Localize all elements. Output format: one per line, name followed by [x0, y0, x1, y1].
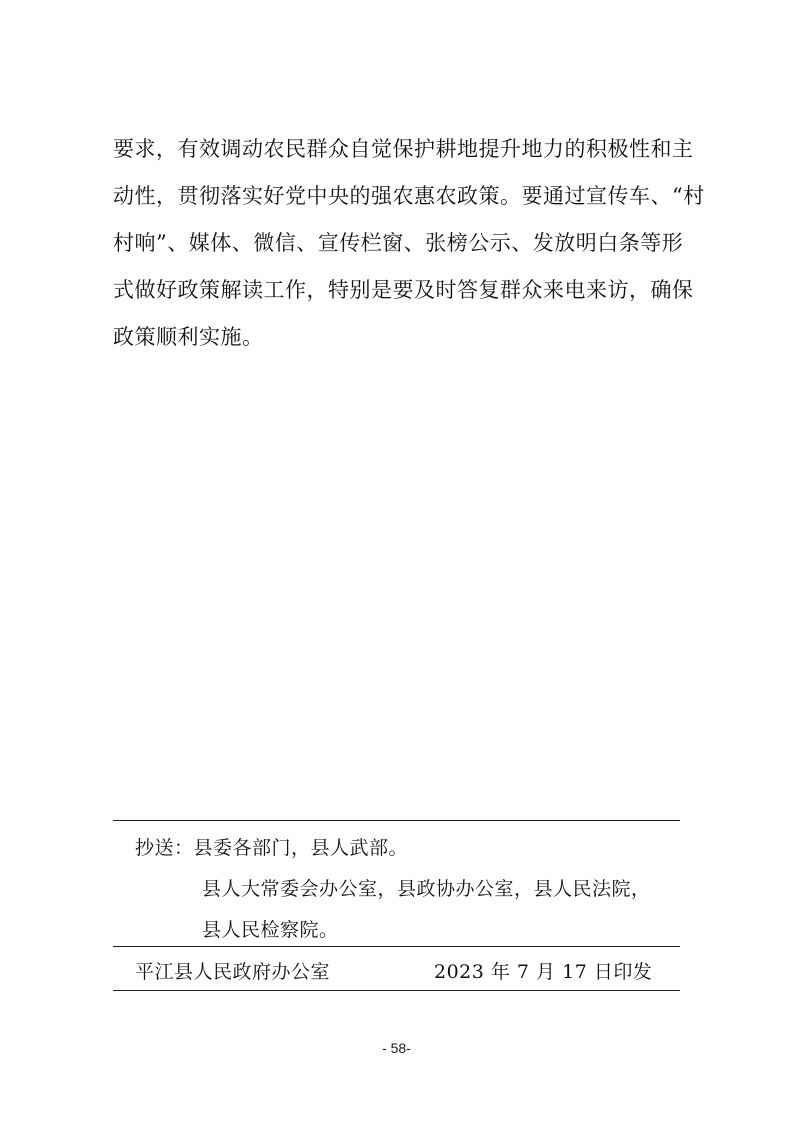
body-paragraph — [113, 126, 705, 361]
copy-to-line: 县人大常委会办公室，县政协办公室，县人民法院， — [202, 878, 651, 900]
copy-to-line: 抄送：县委各部门，县人武部。 — [135, 837, 409, 859]
issue-date: 2023 年 7 月 17 日印发 — [434, 961, 653, 983]
issuing-office: 平江县人民政府办公室 — [135, 961, 331, 983]
middle-divider — [113, 946, 680, 947]
copy-to-line: 县人民检察院。 — [202, 919, 339, 941]
bottom-divider — [113, 990, 680, 991]
body-line: 式做好政策解读工作，特别是要及时答复群众来电来访，确保 — [113, 278, 694, 302]
body-line: 动性，贯彻落实好党中央的强农惠农政策。要通过宣传车、“村 — [113, 184, 705, 208]
page-number: - 58- — [382, 1040, 411, 1056]
body-line: 要求，有效调动农民群众自觉保护耕地提升地力的积极性和主 — [113, 137, 694, 161]
body-line: 村响”、媒体、微信、宣传栏窗、张榜公示、发放明白条等形 — [113, 231, 684, 255]
top-divider — [113, 820, 680, 821]
body-line: 政策顺利实施。 — [113, 325, 264, 349]
